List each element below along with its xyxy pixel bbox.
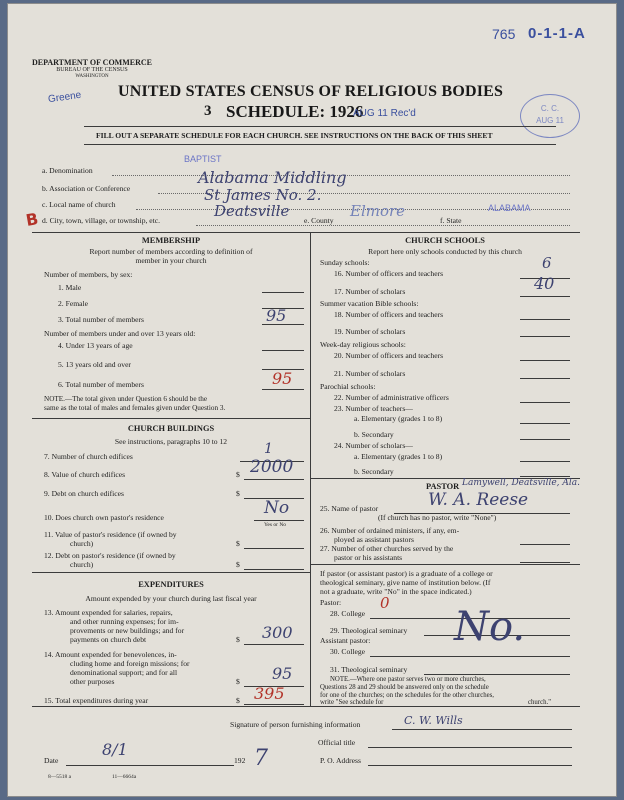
form-title: UNITED STATES CENSUS OF RELIGIOUS BODIES [118, 83, 504, 100]
q28-label: 28. College [330, 609, 366, 618]
q7-label: 7. Number of church edifices [44, 452, 133, 461]
q15-label: 15. Total expenditures during year [44, 696, 149, 705]
q16-value: 6 [542, 254, 552, 272]
q14-label-a: 14. Amount expended for benevolences, in- [44, 650, 177, 659]
q22-answer-line [520, 402, 570, 403]
q30-answer-line [370, 656, 570, 657]
q15-dollar: $ [236, 696, 240, 705]
header-rule-bottom [84, 144, 556, 145]
city-value: Deatsville [214, 202, 290, 220]
q3-answer-line [262, 324, 304, 325]
q22-label: 22. Number of administrative officers [334, 393, 449, 402]
q8-label: 8. Value of church edifices [44, 470, 126, 479]
q8-answer-line [244, 479, 304, 480]
buildings-title: CHURCH BUILDINGS [127, 424, 215, 433]
q17-answer-line [520, 296, 570, 297]
print-code: 11—6664a [112, 774, 137, 780]
received-stamp: AUG 11 Rec'd [353, 108, 416, 119]
q13-label-b: and other running expenses; for im- [70, 617, 179, 626]
header-rule-top [84, 126, 556, 127]
year-value: 7 [254, 746, 268, 771]
q24b-answer-line [520, 476, 570, 477]
city-label: d. City, town, village, or township, etc. [42, 216, 161, 225]
q17-label: 17. Number of scholars [334, 287, 406, 296]
pastor-note-2: Questions 28 and 29 should be answered only on the schedule [320, 684, 489, 691]
q13-label-a: 13. Amount expended for salaries, repairs, [44, 608, 173, 617]
bureau-name: BUREAU OF THE CENSUS [56, 67, 128, 73]
q13-value: 300 [262, 623, 293, 642]
q9-dollar: $ [236, 489, 240, 498]
q24a-answer-line [520, 461, 570, 462]
county-value: Elmore [350, 202, 406, 220]
margin-mark: B [24, 209, 40, 230]
q2-label: 2. Female [58, 299, 88, 308]
q12-label-a: 12. Debt on pastor's residence (if owned by [44, 551, 176, 560]
denomination-value: BAPTIST [184, 154, 222, 164]
q27-label-a: 27. Number of other churches served by the [320, 544, 454, 553]
schools-sub: Report here only schools conducted by this church [368, 247, 522, 256]
pastor-address-note: Lamywell, Deatsville, Ala. [462, 478, 580, 488]
q18-label: 18. Number of officers and teachers [334, 310, 444, 319]
q14-label-d: other purposes [70, 677, 115, 686]
sunday-header: Sunday schools: [320, 258, 370, 267]
q31-label: 31. Theological seminary [330, 665, 408, 674]
pastor-note-1: NOTE.—Where one pastor serves two or more churches, [330, 676, 486, 683]
q13-label-d: payments on church debt [70, 635, 147, 644]
q6-answer-line [262, 389, 304, 390]
year-prefix: 192 [234, 756, 246, 765]
graduate-note-3: not a graduate, write "No" in the space indicated.) [320, 587, 472, 596]
graduate-note-2: theological seminary, give name of institution below. (If [320, 578, 491, 587]
q24-label: 24. Number of scholars— [334, 441, 413, 450]
grid-top-rule [32, 232, 580, 233]
q11-dollar: $ [236, 539, 240, 548]
department-name: DEPARTMENT OF COMMERCE [32, 58, 153, 67]
signature-value: C. W. Wills [404, 714, 463, 727]
form-code: 8—5518 a [48, 774, 72, 780]
q14-dollar: $ [236, 677, 240, 686]
pastor-title: PASTOR [426, 482, 460, 491]
q11-label-b: church) [70, 539, 94, 548]
q3-label: 3. Total number of members [58, 315, 145, 324]
q26-answer-line [520, 544, 570, 545]
pastor-note-4: write "See schedule for [320, 699, 384, 706]
signature-line [392, 729, 572, 730]
q16-label: 16. Number of officers and teachers [334, 269, 444, 278]
expenditures-sub: Amount expended by your church during last fiscal year [85, 594, 257, 603]
q27-answer-line [520, 562, 570, 563]
yes-no-hint: Yes or No [264, 522, 287, 528]
census-schedule-page [8, 4, 616, 796]
q17-value: 40 [534, 274, 555, 293]
form-subtitle: SCHEDULE: 1926 [226, 102, 364, 121]
association-label: b. Association or Conference [42, 184, 131, 193]
q25-value: W. A. Reese [428, 490, 529, 510]
q31-answer-line [424, 674, 570, 675]
membership-note-b: same as the total of males and females given under Question 3. [44, 404, 226, 412]
q24b-label: b. Secondary [354, 467, 394, 476]
q23b-answer-line [520, 439, 570, 440]
weekday-header: Week-day religious schools: [320, 340, 406, 349]
q20-answer-line [520, 360, 570, 361]
parochial-header: Parochial schools: [320, 382, 376, 391]
q12-dollar: $ [236, 560, 240, 569]
column-divider [310, 232, 311, 706]
cc-stamp-date: AUG 11 [536, 116, 564, 125]
po-address-line [368, 765, 572, 766]
city-line [196, 225, 570, 226]
q14-value: 95 [272, 664, 293, 683]
q25-label: 25. Name of pastor [320, 504, 379, 513]
by-sex-header: Number of members, by sex: [44, 270, 133, 279]
q10-answer-line [254, 520, 304, 521]
graduate-no-value: No. [454, 604, 526, 650]
q11-answer-line [244, 548, 304, 549]
q15-answer-line [244, 704, 304, 705]
q5-label: 5. 13 years old and over [58, 360, 131, 369]
local-name-label: c. Local name of church [42, 200, 116, 209]
greene-stamp: Greene [47, 89, 82, 106]
q4-label: 4. Under 13 years of age [58, 341, 133, 350]
q3-value: 95 [266, 306, 287, 325]
schedule-number: 3 [204, 103, 212, 119]
cc-date-stamp [520, 94, 580, 138]
vacation-header: Summer vacation Bible schools: [320, 299, 419, 308]
q8-value: 2000 [250, 457, 294, 477]
date-label: Date [44, 756, 59, 765]
q12-label-b: church) [70, 560, 94, 569]
q9-label: 9. Debt on church edifices [44, 489, 124, 498]
q20-label: 20. Number of officers and teachers [334, 351, 444, 360]
q18-answer-line [520, 319, 570, 320]
q1-label: 1. Male [58, 283, 82, 292]
q24a-label: a. Elementary (grades 1 to 8) [354, 452, 443, 461]
q23a-label: a. Elementary (grades 1 to 8) [354, 414, 443, 423]
date-value: 8/1 [102, 740, 128, 759]
schools-title: CHURCH SCHOOLS [405, 236, 485, 245]
pastor-note-3: for one of the churches; on the schedules for the other churches, [320, 692, 495, 699]
assistant-subheader: Assistant pastor: [320, 636, 371, 645]
form-number-stamp: 765 [492, 26, 516, 42]
q30-label: 30. College [330, 647, 366, 656]
state-label: f. State [440, 216, 462, 225]
q4-answer-line [262, 350, 304, 351]
association-value: Alabama Middling [198, 168, 347, 187]
membership-note-1: Report number of members according to definition of [89, 247, 253, 256]
q14-label-c: denominational support; and for all [70, 668, 178, 677]
q1-answer-line [262, 292, 304, 293]
q21-label: 21. Number of scholars [334, 369, 406, 378]
q14-label-b: cluding home and foreign missions; for [70, 659, 190, 668]
membership-bottom-rule [32, 418, 310, 419]
city-name: WASHINGTON [75, 74, 109, 79]
county-label: e. County [304, 216, 334, 225]
q15-value: 395 [254, 684, 285, 703]
q10-label: 10. Does church own pastor's residence [44, 513, 164, 522]
cc-stamp-label: C. C. [540, 104, 560, 113]
state-value: ALABAMA [488, 203, 531, 213]
q26-label-a: 26. Number of ordained ministers, if any, em- [320, 526, 460, 535]
q29-label: 29. Theological seminary [330, 626, 408, 635]
q28-value: 0 [380, 594, 390, 612]
buildings-sub: See instructions, paragraphs 10 to 12 [114, 437, 228, 446]
official-title-line [368, 747, 572, 748]
q13-dollar: $ [236, 635, 240, 644]
q11-label-a: 11. Value of pastor's residence (if owned by [44, 530, 177, 539]
official-title-label: Official title [318, 738, 356, 747]
q13-label-c: provements or new buildings; and for [70, 626, 185, 635]
q27-label-b: pastor or his assistants [334, 553, 403, 562]
q21-answer-line [520, 378, 570, 379]
instruction-line: FILL OUT A SEPARATE SCHEDULE FOR EACH CHURCH. SEE INSTRUCTIONS ON THE BACK OF THIS SHEET [96, 131, 493, 140]
q23a-answer-line [520, 423, 570, 424]
membership-title: MEMBERSHIP [141, 236, 201, 245]
q23b-label: b. Secondary [354, 430, 394, 439]
q19-answer-line [520, 336, 570, 337]
membership-note-2: member in your church [135, 256, 207, 265]
local-name-value: St James No. 2. [204, 186, 322, 204]
age-header: Number of members under and over 13 years old: [44, 329, 196, 338]
q19-label: 19. Number of scholars [334, 327, 406, 336]
q25-note: (If church has no pastor, write "None") [378, 513, 497, 522]
q7-value: 1 [264, 441, 273, 457]
grid-bottom-rule [32, 706, 580, 707]
graduate-note-1: If pastor (or assistant pastor) is a graduate of a college or [320, 569, 493, 578]
q26-label-b: ployed as assistant pastors [334, 535, 414, 544]
pastor-mid-rule [310, 564, 580, 565]
q8-dollar: $ [236, 470, 240, 479]
expenditures-title: EXPENDITURES [138, 580, 204, 589]
q10-value: No [264, 498, 290, 518]
pastor-subheader: Pastor: [320, 598, 342, 607]
q13-answer-line [244, 644, 304, 645]
denomination-label: a. Denomination [42, 166, 93, 175]
q6-label: 6. Total number of members [58, 380, 145, 389]
date-line [66, 765, 234, 766]
q23-label: 23. Number of teachers— [334, 404, 413, 413]
serial-stamp: 0-1-1-A [528, 25, 586, 42]
signature-label: Signature of person furnishing information [230, 720, 361, 729]
q6-value: 95 [272, 369, 293, 388]
buildings-bottom-rule [32, 572, 310, 573]
po-address-label: P. O. Address [320, 756, 361, 765]
membership-note-a: NOTE.—The total given under Question 6 should be the [44, 395, 208, 403]
q12-answer-line [244, 569, 304, 570]
pastor-note-5: church." [528, 699, 551, 706]
